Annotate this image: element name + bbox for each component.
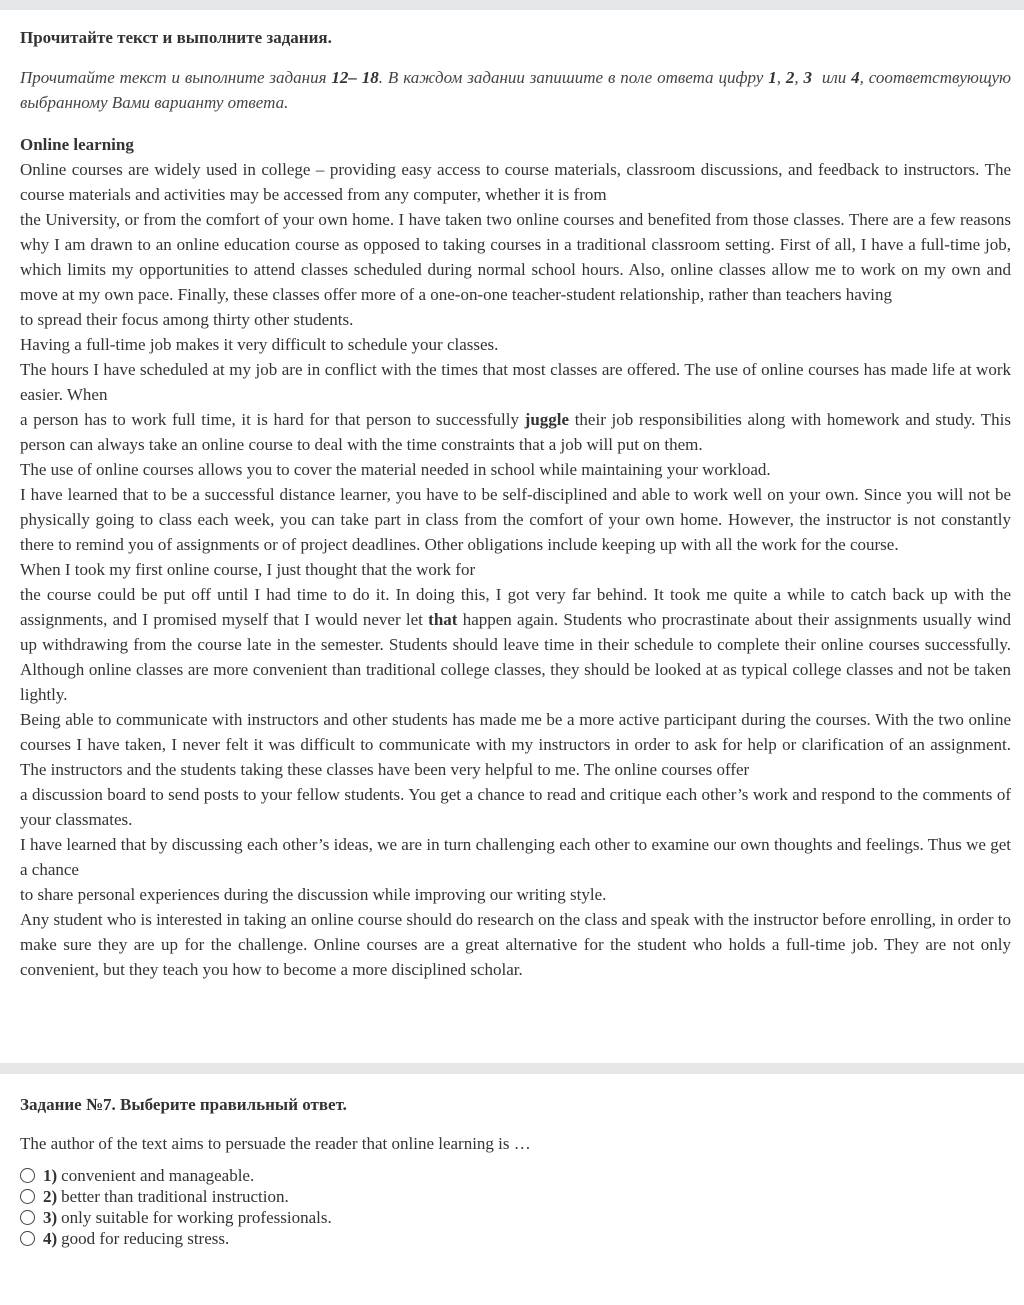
radio-button[interactable] (20, 1189, 35, 1204)
article-paragraph: The use of online courses allows you to cover the material needed in school while maintaining your workload. (20, 460, 771, 479)
article-paragraph: I have learned that by discussing each other’s ideas, we are in turn challenging each other to examine our own thoughts and feelings. Thus we get a chance (20, 835, 1011, 879)
answer-option-1[interactable]: 1) convenient and manageable. (20, 1165, 1011, 1186)
highlighted-word: juggle (524, 410, 570, 429)
article-paragraph: Having a full-time job makes it very difficult to schedule your classes. (20, 335, 499, 354)
article-paragraph: Online courses are widely used in college – providing easy access to course materials, classroom discussions, and feedback to instructors. The course materials and activities may be accessed from any computer, whether it is from (20, 160, 1011, 204)
article-paragraph: When I took my first online course, I just thought that the work for (20, 560, 476, 579)
task-heading: Задание №7. Выберите правильный ответ. (20, 1095, 347, 1114)
radio-button[interactable] (20, 1231, 35, 1246)
article-paragraph: I have learned that to be a successful distance learner, you have to be self-disciplined and able to work well on your own. Since you will not be physically going to class each week, you can take part in class from the comfort of your own home. However, the instructor is not constantly there to remind you of assignments or of project deadlines. Other obligations include keeping up with all the work for the course. (20, 485, 1011, 554)
answer-option-3[interactable]: 3) only suitable for working professionals. (20, 1207, 1011, 1228)
radio-button[interactable] (20, 1168, 35, 1183)
answer-option-2[interactable]: 2) better than traditional instruction. (20, 1186, 1011, 1207)
article-paragraph: Being able to communicate with instructors and other students has made me be a more active participant during the courses. With the two online courses I have taken, I never felt it was difficult to communicate with my instructors in order to ask for help or clarification of an assignment. The instructors and the students taking these classes have been very helpful to me. The online courses offer (20, 710, 1011, 779)
article-paragraph: a discussion board to send posts to your fellow students. You get a chance to read and critique each other’s work and respond to the comments of your classmates. (20, 785, 1011, 829)
top-divider (0, 0, 1024, 10)
article-title: Online learning (20, 135, 134, 154)
answer-options (20, 1165, 1011, 1249)
article-paragraph: Any student who is interested in taking an online course should do research on the class and speak with the instructor before enrolling, in order to make sure they are up for the challenge. Online courses are a great alternative for the student who holds a full-time job. They are not only convenient, but they teach you how to become a more disciplined scholar. (20, 910, 1011, 979)
article-paragraph: the University, or from the comfort of your own home. I have taken two online courses and benefited from those classes. There are a few reasons why I am drawn to an online education course as opposed to taking courses in a traditional classroom setting. First of all, I have a full-time job, which limits my opportunities to attend classes scheduled during normal school hours. Also, online classes allow me to work on my own and move at my own pace. Finally, these classes offer more of a one-on-one teacher-student relationship, rather than teachers having (20, 210, 1011, 304)
article-paragraph: The hours I have scheduled at my job are in conflict with the times that most classes are offered. The use of online courses has made life at work easier. When (20, 360, 1011, 404)
question-section (0, 1074, 1024, 1249)
answer-option-4[interactable]: 4) good for reducing stress. (20, 1228, 1011, 1249)
highlighted-word: that (428, 610, 458, 629)
article-paragraph: to spread their focus among thirty other students. (20, 310, 354, 329)
article-paragraph: a person has to work full time, it is hard for that person to successfully juggle their job responsibilities along with homework and study. This person can always take an online course to deal with the time constraints that a job will put on them. (20, 410, 1011, 454)
article (20, 132, 1011, 982)
section-heading: Прочитайте текст и выполните задания. (20, 28, 332, 47)
section-divider (0, 1063, 1024, 1074)
article-paragraph: the course could be put off until I had time to do it. In doing this, I got very far behind. It took me quite a while to catch back up with the assignments, and I promised myself that I would never let that happen again. Students who procrastinate about their assignments usually wind up withdrawing from the course late in the semester. Students should leave time in their schedule to complete their online courses successfully. Although online classes are more convenient than traditional college classes, they should be looked at as typical college classes and not be taken lightly. (20, 585, 1012, 704)
article-paragraph: to share personal experiences during the discussion while improving our writing style. (20, 885, 607, 904)
reading-section (0, 10, 1024, 1063)
question-text: The author of the text aims to persuade the reader that online learning is … (20, 1134, 531, 1153)
radio-button[interactable] (20, 1210, 35, 1225)
task-instruction: Прочитайте текст и выполните задания 12– 18. В каждом задании запишите в поле ответа цифру 1, 2, 3 или 4, соответствующую выбранному Вами варианту ответа. (20, 68, 1012, 112)
